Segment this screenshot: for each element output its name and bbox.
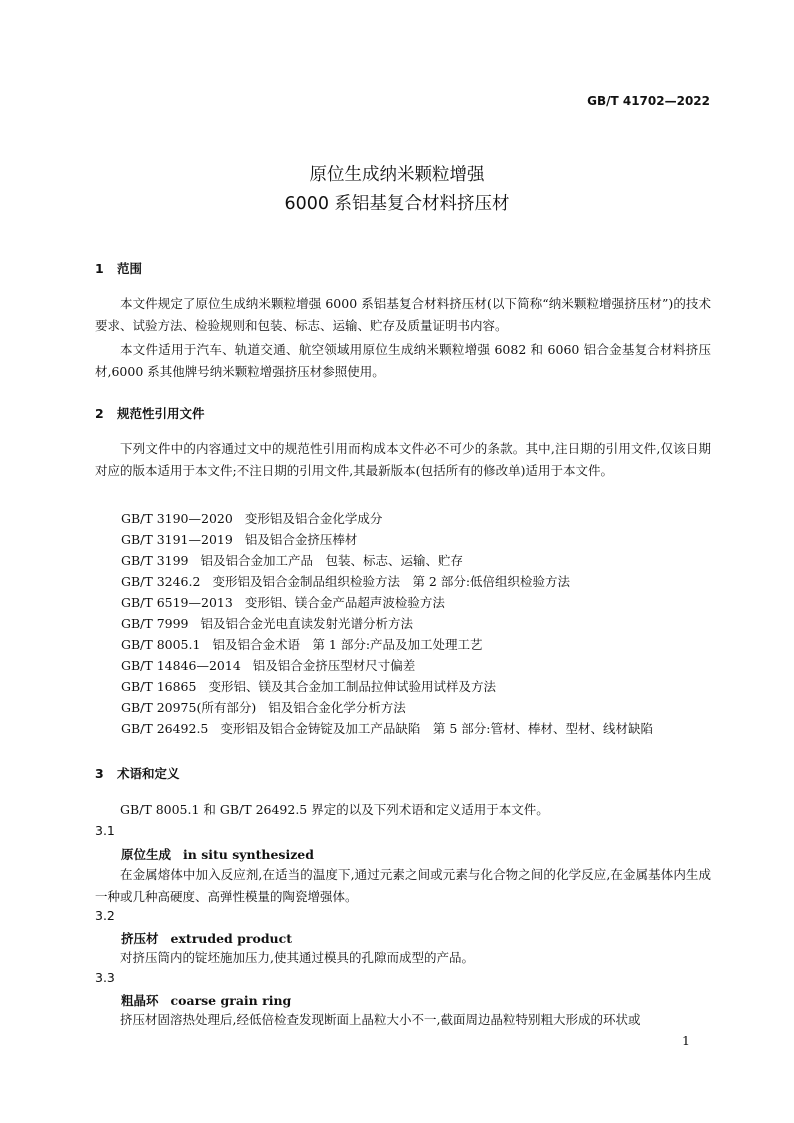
reference-title: 变形铝、镁及其合金加工制品拉伸试验用试样及方法 xyxy=(208,679,496,694)
reference-code: GB/T 14846—2014 xyxy=(121,658,241,673)
reference-item xyxy=(121,509,382,527)
term-zh: 挤压材 xyxy=(121,931,159,946)
section-number: 2 xyxy=(95,406,104,421)
reference-title: 变形铝、镁合金产品超声波检验方法 xyxy=(244,595,445,610)
normative-intro: 下列文件中的内容通过文中的规范性引用而构成本文件必不可少的条款。其中,注日期的引用文件,仅该日期对应的版本适用于本文件;不注日期的引用文件,其最新版本(包括所有的修改单)适用于本文件。 xyxy=(95,441,711,478)
term-en: coarse grain ring xyxy=(170,993,292,1008)
section-heading-scope xyxy=(95,259,142,277)
terms-intro: GB/T 8005.1 和 GB/T 26492.5 界定的以及下列术语和定义适用于本文件。 xyxy=(120,802,549,817)
term-heading xyxy=(121,929,292,947)
reference-code: GB/T 3199 xyxy=(121,553,189,568)
reference-item xyxy=(121,656,415,674)
reference-title: 变形铝及铝合金化学成分 xyxy=(244,511,383,526)
term-number: 3.1 xyxy=(95,823,115,838)
reference-item xyxy=(121,530,357,548)
section-heading-normative xyxy=(95,404,205,422)
reference-code: GB/T 7999 xyxy=(121,616,189,631)
reference-code: GB/T 6519—2013 xyxy=(121,595,233,610)
section-number: 3 xyxy=(95,766,104,781)
term-en: extruded product xyxy=(170,931,293,946)
reference-code: GB/T 26492.5 xyxy=(121,721,209,736)
term-definition: 对挤压筒内的锭坯施加压力,使其通过模具的孔隙而成型的产品。 xyxy=(120,950,474,965)
reference-item xyxy=(121,551,463,569)
term-definition: 在金属熔体中加入反应剂,在适当的温度下,通过元素之间或元素与化合物之间的化学反应,在金属基体内生成一种或几种高硬度、高弹性模量的陶瓷增强体。 xyxy=(95,867,711,904)
reference-code: GB/T 3191—2019 xyxy=(121,532,233,547)
term-en: in situ synthesized xyxy=(183,847,314,862)
reference-item xyxy=(121,572,570,590)
reference-item xyxy=(121,677,496,695)
document-title-line1: 原位生成纳米颗粒增强 xyxy=(309,165,485,185)
term-number: 3.3 xyxy=(95,970,115,985)
page-number: 1 xyxy=(682,1033,690,1048)
term-zh: 原位生成 xyxy=(121,847,172,862)
scope-paragraph: 本文件适用于汽车、轨道交通、航空领域用原位生成纳米颗粒增强 6082 和 6060 铝合金基复合材料挤压材,6000 系其他牌号纳米颗粒增强挤压材参照使用。 xyxy=(95,342,711,379)
reference-title: 铝及铝合金光电直读发射光谱分析方法 xyxy=(200,616,414,631)
term-number: 3.2 xyxy=(95,908,115,923)
term-definition: 挤压材固溶热处理后,经低倍检查发现断面上晶粒大小不一,截面周边晶粒特别粗大形成的环状或 xyxy=(120,1012,641,1027)
reference-title: 变形铝及铝合金铸锭及加工产品缺陷 第 5 部分:管材、棒材、型材、线材缺陷 xyxy=(220,721,654,736)
section-title: 范围 xyxy=(117,261,143,276)
term-heading xyxy=(121,845,314,863)
reference-title: 铝及铝合金加工产品 包装、标志、运输、贮存 xyxy=(200,553,464,568)
reference-code: GB/T 16865 xyxy=(121,679,197,694)
section-title: 规范性引用文件 xyxy=(117,406,205,421)
reference-title: 铝及铝合金化学分析方法 xyxy=(268,700,406,715)
reference-code: GB/T 8005.1 xyxy=(121,637,201,652)
reference-title: 铝及铝合金挤压型材尺寸偏差 xyxy=(252,658,416,673)
reference-code: GB/T 20975(所有部分) xyxy=(121,700,257,715)
scope-paragraph: 本文件规定了原位生成纳米颗粒增强 6000 系铝基复合材料挤压材(以下简称“纳米颗粒增强挤压材”)的技术要求、试验方法、检验规则和包装、标志、运输、贮存及质量证明书内容。 xyxy=(95,296,711,333)
section-heading-terms xyxy=(95,764,180,782)
reference-item xyxy=(121,698,406,716)
section-number: 1 xyxy=(95,261,104,276)
reference-item xyxy=(121,719,653,737)
reference-item xyxy=(121,614,413,632)
term-heading xyxy=(121,991,291,1009)
reference-title: 铝及铝合金挤压棒材 xyxy=(244,532,358,547)
section-title: 术语和定义 xyxy=(117,766,180,781)
reference-item xyxy=(121,593,445,611)
reference-title: 变形铝及铝合金制品组织检验方法 第 2 部分:低倍组织检验方法 xyxy=(212,574,571,589)
reference-title: 铝及铝合金术语 第 1 部分:产品及加工处理工艺 xyxy=(212,637,483,652)
reference-item xyxy=(121,635,483,653)
document-title-line2: 6000 系铝基复合材料挤压材 xyxy=(284,194,510,214)
reference-code: GB/T 3246.2 xyxy=(121,574,201,589)
reference-code: GB/T 3190—2020 xyxy=(121,511,233,526)
term-zh: 粗晶环 xyxy=(121,993,159,1008)
standard-code: GB/T 41702—2022 xyxy=(587,94,710,108)
